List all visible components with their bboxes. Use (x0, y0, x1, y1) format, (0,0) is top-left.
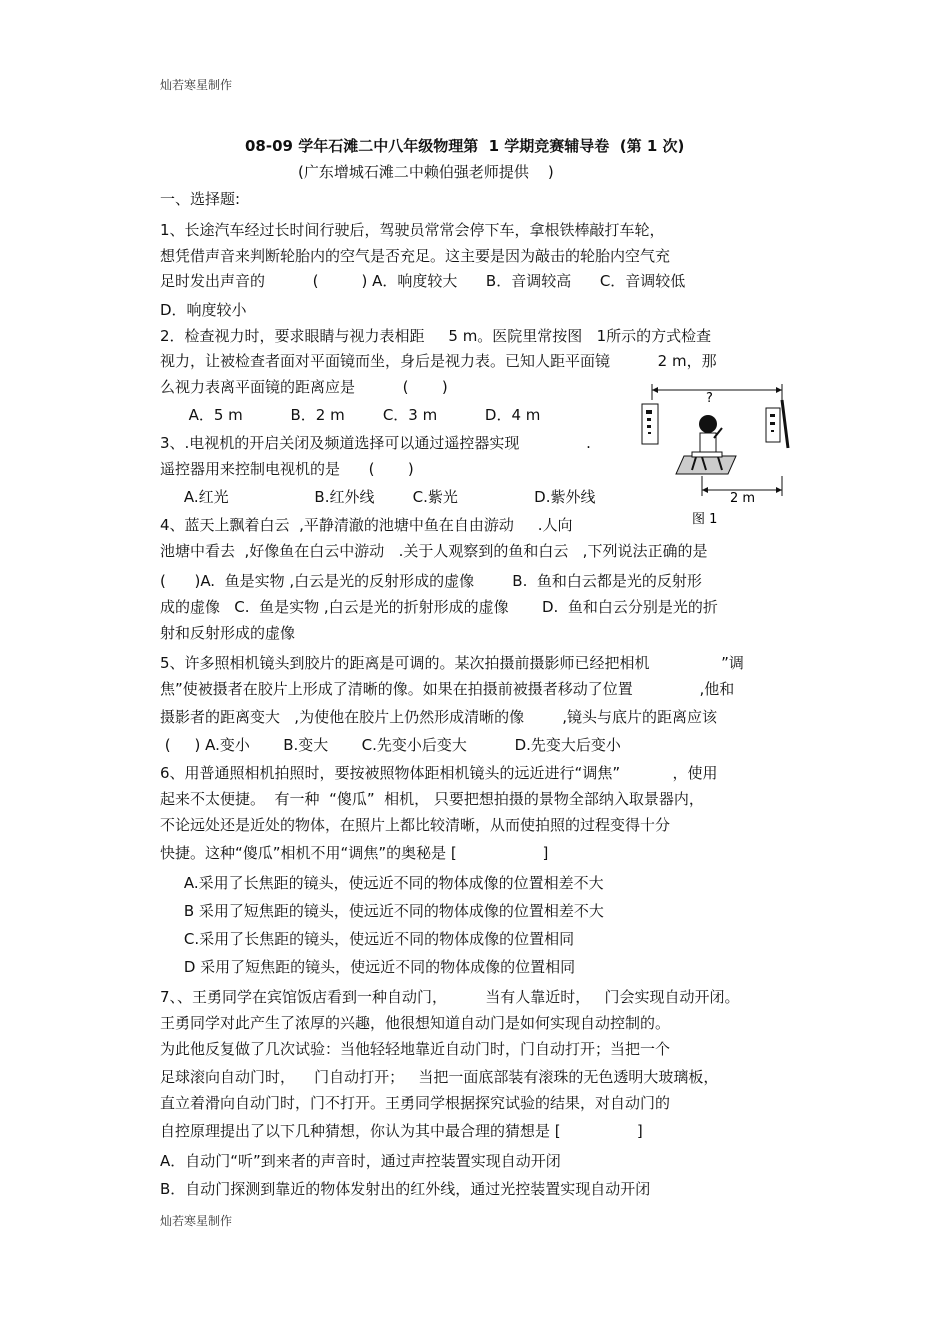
text-line: A．5 m B．2 m C．3 m D．4 m (160, 406, 541, 424)
text-line: 起来不太便捷。 有一种 “傻瓜” 相机， 只要把想拍摄的景物全部纳入取景器内， (160, 790, 704, 808)
text-line: 为此他反复做了几次试验：当他轻轻地靠近自动门时，门自动打开；当把一个 (160, 1040, 671, 1058)
mirror-icon (766, 400, 788, 448)
text-line: 射和反射形成的虚像 (160, 624, 296, 642)
text-line: 么视力表离平面镜的距离应是 ( ) (160, 378, 448, 396)
text-line: 摄影者的距离变大 ,为使他在胶片上仍然形成清晰的像 ,镜头与底片的距离应该 (160, 708, 717, 726)
text-line: 2．检查视力时，要求眼睛与视力表相距 5 m。医院里常按图 1所示的方式检查 (160, 327, 712, 345)
page-subtitle: (广东增城石滩二中赖伯强老师提供 ) (298, 163, 554, 181)
text-line: ( ) A.变小 B.变大 C.先变小后变大 D.先变大后变小 (160, 736, 621, 754)
text-line: 7、、王勇同学在宾馆饭店看到一种自动门， 当有人靠近时， 门会实现自动开闭。 (160, 988, 740, 1006)
text-line: 成的虚像 C. 鱼是实物 ,白云是光的折射形成的虚像 D. 鱼和白云分别是光的折 (160, 598, 718, 616)
text-line: A.采用了长焦距的镜头，使远近不同的物体成像的位置相差不大 (160, 874, 604, 892)
text-line: 足时发出声音的 ( ) A．响度较大 B．音调较高 C．音调较低 (160, 272, 686, 290)
text-line: 王勇同学对此产生了浓厚的兴趣，他很想知道自动门是如何实现自动控制的。 (160, 1014, 671, 1032)
header-note: 灿若寒星制作 (160, 78, 233, 92)
text-line: 直立着滑向自动门时，门不打开。王勇同学根据探究试验的结果，对自动门的 (160, 1094, 671, 1112)
page-title: 08-09 学年石滩二中八年级物理第 1 学期竞赛辅导卷 (第 1 次) (245, 137, 685, 155)
section-heading: 一、选择题: (160, 190, 241, 208)
text-line: 池塘中看去 ,好像鱼在白云中游动 .关于人观察到的鱼和白云 ,下列说法正确的是 (160, 542, 708, 560)
text-line: 视力，让被检查者面对平面镜而坐，身后是视力表。已知人距平面镜 2 m，那 (160, 352, 717, 370)
text-line: ( )A. 鱼是实物 ,白云是光的反射形成的虚像 B. 鱼和白云都是光的反射形 (160, 572, 702, 590)
text-line: 5、许多照相机镜头到胶片的距离是可调的。某次拍摄前摄影师已经把相机 ”调 (160, 654, 744, 672)
text-line: A．自动门“听”到来者的声音时，通过声控装置实现自动开闭 (160, 1152, 561, 1170)
figure-1 (636, 378, 796, 528)
text-line: B 采用了短焦距的镜头，使远近不同的物体成像的位置相差不大 (160, 902, 604, 920)
seated-person-icon (676, 415, 736, 474)
text-line: A.红光 B.红外线 C.紫光 D.紫外线 (160, 488, 596, 506)
text-line: 4、蓝天上飘着白云 ,平静清澈的池塘中鱼在自由游动 .人向 (160, 516, 573, 534)
text-line: 足球滚向自动门时， 门自动打开； 当把一面底部装有滚珠的无色透明大玻璃板， (160, 1068, 719, 1086)
text-line: D 采用了短焦距的镜头，使远近不同的物体成像的位置相同 (160, 958, 576, 976)
text-line: 遥控器用来控制电视机的是 ( ) (160, 460, 414, 478)
text-line: 快捷。这种“傻瓜”相机不用“调焦”的奥秘是 [ ] (160, 844, 549, 862)
text-line: D．响度较小 (160, 301, 247, 319)
text-line: 不论远处还是近处的物体，在照片上都比较清晰，从而使拍照的过程变得十分 (160, 816, 671, 834)
text-line: 3、.电视机的开启关闭及频道选择可以通过遥控器实现 . (160, 434, 591, 452)
text-line: C.采用了长焦距的镜头，使远近不同的物体成像的位置相同 (160, 930, 575, 948)
distance-label: 2 m (730, 491, 756, 506)
text-line: 焦”使被摄者在胶片上形成了清晰的像。如果在拍摄前被摄者移动了位置 ,他和 (160, 680, 735, 698)
footer-note: 灿若寒星制作 (160, 1214, 233, 1228)
question-mark-label: ? (706, 391, 713, 406)
text-line: 6、用普通照相机拍照时，要按被照物体距相机镜头的远近进行“调焦” ，使用 (160, 764, 718, 782)
figure-caption: 图 1 (692, 512, 718, 527)
eye-chart-icon (642, 404, 658, 444)
text-line: 自控原理提出了以下几种猜想，你认为其中最合理的猜想是 [ ] (160, 1122, 643, 1140)
text-line: 1、长途汽车经过长时间行驶后，驾驶员常常会停下车，拿根铁棒敲打车轮， (160, 221, 665, 239)
text-line: B．自动门探测到靠近的物体发射出的红外线，通过光控装置实现自动开闭 (160, 1180, 651, 1198)
text-line: 想凭借声音来判断轮胎内的空气是否充足。这主要是因为敲击的轮胎内空气充 (160, 247, 671, 265)
